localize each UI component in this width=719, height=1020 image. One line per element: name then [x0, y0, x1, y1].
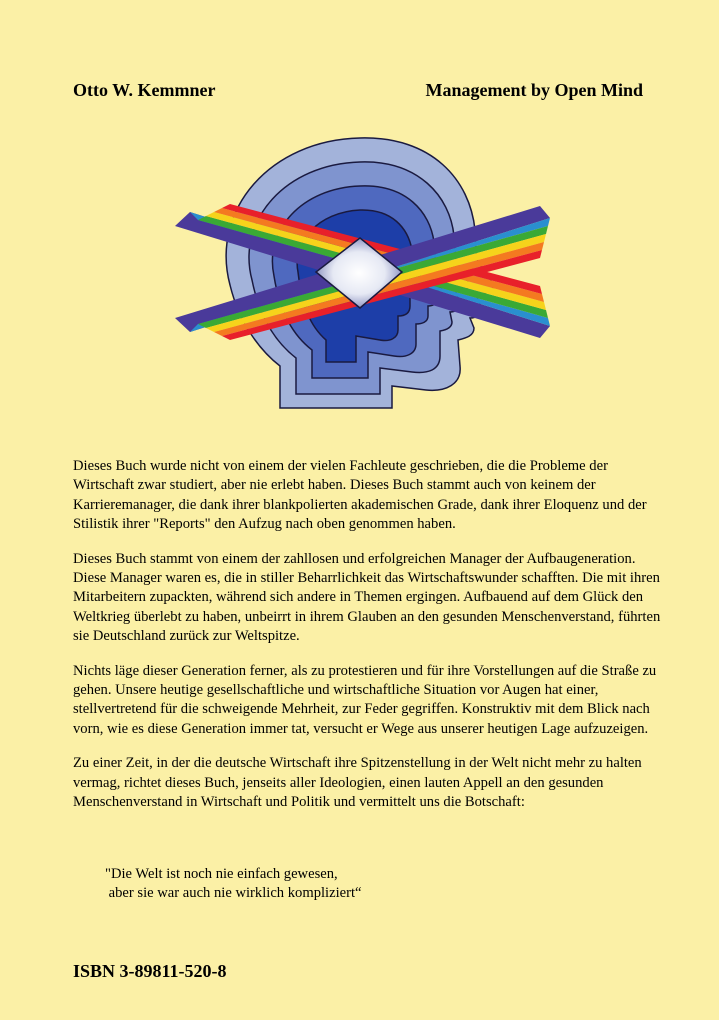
blurb-paragraph-4: Zu einer Zeit, in der die deutsche Wirtschaft ihre Spitzenstellung in der Welt nicht mehr zu halten vermag, richtet dieses Buch, jenseits aller Ideologien, einen lauten Appell an den gesunden Menschenverstand in Wirtschaft und Politik und vermittelt uns die Botschaft:	[73, 755, 642, 811]
closing-quote	[105, 865, 362, 904]
head-profile-with-rainbow-beams-icon	[170, 130, 550, 415]
blurb-paragraph-3: Nichts läge dieser Generation ferner, als zu protestieren und für ihre Vorstellungen auf die Straße zu gehen. Unsere heutige gesellschaftliche und wirtschaftliche Situation vor Augen hat einer, stellvertretend für die schweigende Mehrheit, zur Feder gegriffen. Konstruktiv mit dem Blick nach vorn, wie es diese Generation immer tat, versucht er Wege aus unserer heutigen Lage aufzuzeigen.	[73, 662, 657, 737]
blurb-paragraph-2: Dieses Buch stammt von einem der zahllosen und erfolgreichen Manager der Aufbaugeneration. Diese Manager waren es, die in stiller Beharrlichkeit das Wirtschaftswunder schafften. Die mit ihren Mitarbeitern zupackten, während sich andere in Themen ergingen. Aufbauend auf dem Glück den Weltkrieg überlebt zu haben, unbeirrt in ihrem Glauben an den gesunden Menschenverstand, führten sie Deutschland zurück zur Weltspitze.	[73, 550, 661, 645]
book-title: Management by Open Mind	[425, 80, 643, 100]
isbn-number: ISBN 3-89811-520-8	[73, 961, 227, 981]
quote-line-2: aber sie war auch nie wirklich kompliziert“	[105, 885, 362, 902]
author-name: Otto W. Kemmner	[73, 80, 216, 100]
quote-line-1: "Die Welt ist noch nie einfach gewesen,	[105, 866, 338, 882]
blurb-paragraph-1: Dieses Buch wurde nicht von einem der vielen Fachleute geschrieben, die die Probleme der Wirtschaft zwar studiert, aber nie erlebt haben. Dieses Buch stammt auch von keinem der Karrieremanager, die dank ihrer blankpolierten akademischen Grade, dank ihrer Eloquenz und der Stilistik ihrer "Reports" den Aufzug nach oben genommen haben.	[73, 458, 647, 533]
blurb-text	[73, 457, 663, 828]
